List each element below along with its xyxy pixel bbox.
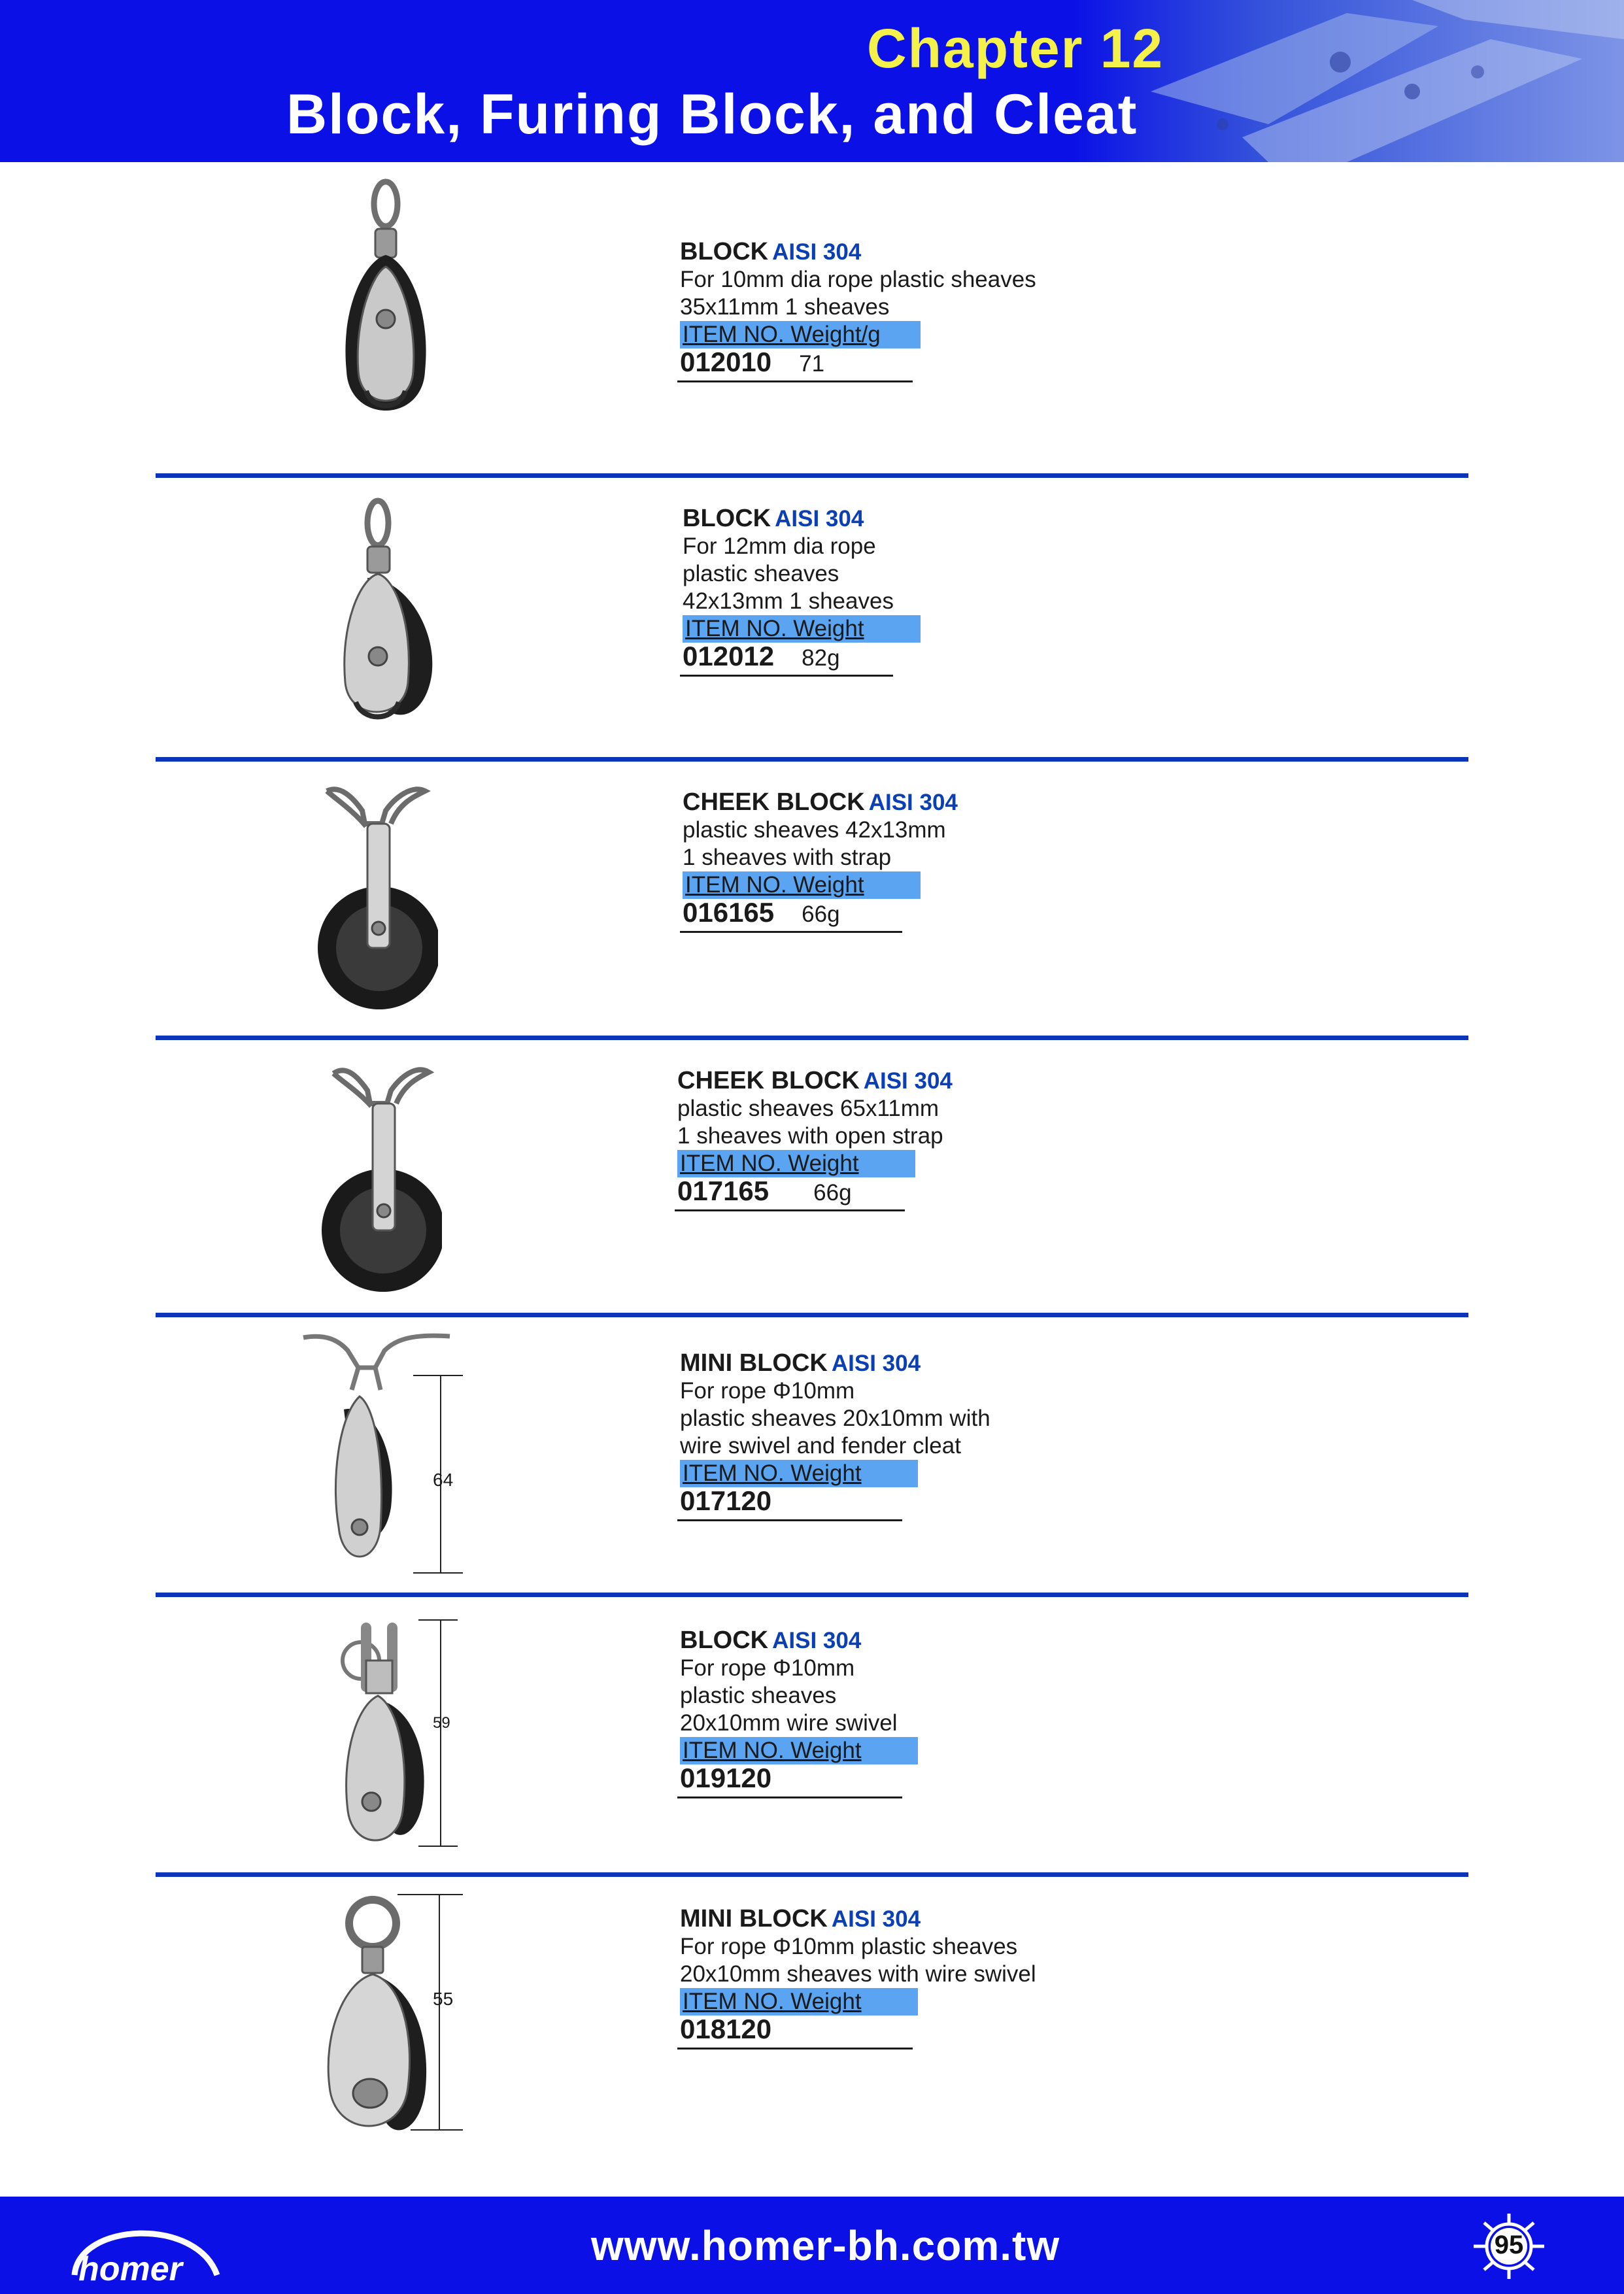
material-grade: AISI 304 bbox=[831, 1351, 921, 1376]
item-number: 012012 bbox=[683, 641, 775, 671]
item-table-header: ITEM NO. Weight bbox=[680, 1460, 918, 1487]
chapter-banner bbox=[0, 0, 1624, 162]
product-info bbox=[677, 1067, 953, 1210]
swivel-block-icon bbox=[327, 493, 445, 741]
item-underline bbox=[680, 675, 893, 677]
item-weight: 82g bbox=[802, 645, 840, 671]
item-underline bbox=[677, 380, 913, 382]
material-grade: AISI 304 bbox=[772, 239, 862, 265]
dimension-marker bbox=[395, 1892, 464, 2133]
product-name: BLOCK bbox=[680, 238, 769, 265]
page-title: Block, Furing Block, and Cleat bbox=[286, 83, 1138, 146]
section-divider bbox=[156, 1313, 1468, 1317]
item-number: 017120 bbox=[680, 1485, 772, 1516]
description-line: plastic sheaves bbox=[680, 1683, 837, 1708]
section-divider bbox=[156, 1593, 1468, 1597]
product-info bbox=[680, 1627, 918, 1797]
description-line: 1 sheaves with strap bbox=[683, 845, 892, 870]
description-line: 20x10mm sheaves with wire swivel bbox=[680, 1961, 1036, 1987]
item-underline bbox=[680, 931, 902, 933]
description-line: For 10mm dia rope plastic sheaves bbox=[680, 267, 1036, 292]
description-line: For rope Φ10mm plastic sheaves bbox=[680, 1934, 1018, 1959]
description-line: plastic sheaves 65x11mm bbox=[677, 1096, 939, 1121]
item-underline bbox=[677, 2048, 913, 2049]
dimension-marker bbox=[416, 1617, 459, 1849]
item-table-header: ITEM NO. Weight bbox=[680, 1988, 918, 2016]
description-line: 35x11mm 1 sheaves bbox=[680, 294, 890, 320]
material-grade: AISI 304 bbox=[775, 506, 864, 531]
homer-logo bbox=[65, 2203, 229, 2288]
item-table-header: ITEM NO. Weight/g bbox=[680, 321, 921, 348]
item-number: 018120 bbox=[680, 2014, 772, 2044]
item-table-header: ITEM NO. Weight bbox=[683, 871, 921, 899]
product-name: CHEEK BLOCK bbox=[683, 788, 865, 816]
svg-text:homer: homer bbox=[78, 2250, 182, 2288]
item-underline bbox=[677, 1519, 902, 1521]
description-line: For 12mm dia rope bbox=[683, 533, 876, 559]
product-name: BLOCK bbox=[683, 505, 771, 532]
item-number: 017165 bbox=[677, 1175, 770, 1206]
item-table-header: ITEM NO. Weight bbox=[680, 1737, 918, 1764]
chapter-number: Chapter 12 bbox=[867, 18, 1164, 79]
item-weight: 66g bbox=[813, 1180, 852, 1206]
description-line: plastic sheaves bbox=[683, 561, 839, 586]
description-line: 20x10mm wire swivel bbox=[680, 1710, 898, 1736]
product-name: MINI BLOCK bbox=[680, 1349, 828, 1377]
item-underline bbox=[677, 1796, 902, 1798]
product-name: BLOCK bbox=[680, 1627, 769, 1654]
item-table-header: ITEM NO. Weight bbox=[683, 615, 921, 643]
dimension-label: 55 bbox=[433, 1989, 454, 2009]
material-grade: AISI 304 bbox=[831, 1906, 921, 1932]
dimension-label: 59 bbox=[433, 1714, 450, 1732]
description-line: For rope Φ10mm bbox=[680, 1655, 855, 1681]
item-number: 019120 bbox=[680, 1763, 772, 1793]
product-info bbox=[680, 1349, 990, 1520]
material-grade: AISI 304 bbox=[863, 1068, 953, 1094]
product-info bbox=[680, 238, 1036, 381]
description-line: wire swivel and fender cleat bbox=[680, 1433, 961, 1459]
item-weight: 66g bbox=[802, 902, 840, 927]
product-name: CHEEK BLOCK bbox=[677, 1067, 860, 1094]
item-table-header: ITEM NO. Weight bbox=[677, 1150, 915, 1177]
item-underline bbox=[675, 1209, 905, 1211]
product-info bbox=[680, 1905, 1036, 2048]
description-line: 1 sheaves with open strap bbox=[677, 1123, 943, 1149]
cheek-block-icon bbox=[314, 778, 438, 1009]
material-grade: AISI 304 bbox=[868, 790, 958, 815]
swivel-block-icon bbox=[320, 175, 445, 460]
item-weight: 71 bbox=[799, 351, 825, 377]
product-info bbox=[683, 505, 921, 675]
description-line: For rope Φ10mm bbox=[680, 1378, 855, 1404]
section-divider bbox=[156, 473, 1468, 478]
description-line: plastic sheaves 42x13mm bbox=[683, 817, 946, 843]
material-grade: AISI 304 bbox=[772, 1628, 862, 1653]
item-number: 016165 bbox=[683, 897, 775, 928]
cheek-block-icon bbox=[318, 1055, 442, 1293]
dimension-label: 64 bbox=[433, 1470, 454, 1490]
footer-bar bbox=[0, 2197, 1624, 2294]
section-divider bbox=[156, 1872, 1468, 1877]
description-line: plastic sheaves 20x10mm with bbox=[680, 1406, 990, 1431]
page-number: 95 bbox=[1494, 2231, 1524, 2259]
product-name: MINI BLOCK bbox=[680, 1905, 828, 1932]
item-number: 012010 bbox=[680, 346, 772, 377]
website-url[interactable]: www.homer-bh.com.tw bbox=[591, 2222, 1060, 2269]
section-divider bbox=[156, 757, 1468, 762]
section-divider bbox=[156, 1036, 1468, 1040]
description-line: 42x13mm 1 sheaves bbox=[683, 588, 894, 614]
product-info bbox=[683, 788, 958, 932]
